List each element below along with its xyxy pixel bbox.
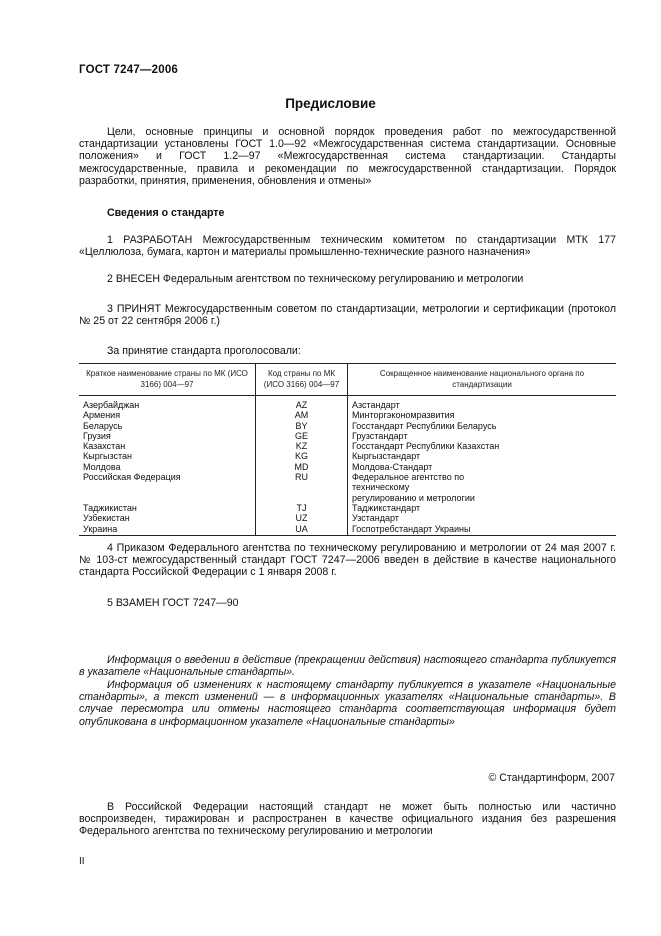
standards-body-cell: Госстандарт Республики Казахстан	[348, 441, 617, 451]
country-name-cell: Армения	[83, 410, 121, 421]
item-1-paragraph: 1 РАЗРАБОТАН Межгосударственным техническим комитетом по стандартизации МТК 177 «Целлюлоза, бумага, картон и материалы промышленно-технические разного назначения»	[79, 234, 616, 259]
page-title: Предисловие	[285, 96, 376, 111]
page-number: II	[79, 856, 85, 867]
table-row	[79, 410, 616, 420]
country-code-cell: KZ	[256, 441, 348, 451]
standards-body-cell: Госпотребстандарт Украины	[348, 524, 617, 536]
standards-body-cell: Узстандарт	[348, 513, 617, 523]
standards-body-cell: Грузстандарт	[348, 431, 617, 441]
intro-paragraph: Цели, основные принципы и основной порядок проведения работ по межгосударственной стандартизации установлены ГОСТ 1.0—92 «Межгосударственная система стандартизации. Основные положения» и ГОСТ 1.2—97 «Межгосударственная система стандартизации. Стандарты межгосударственные, правила и рекомендации по межгосударственной стандартизации. Порядок разработки, принятия, применения, обновления и отмены»	[79, 126, 616, 187]
header-country-code: Код страны по МК (ИСО 3166) 004—97	[256, 364, 348, 396]
header-standards-body: Сокращенное наименование национального органа по стандартизации	[348, 364, 617, 396]
country-name-cell: Азербайджан	[83, 400, 140, 410]
item-3-paragraph: 3 ПРИНЯТ Межгосударственным советом по стандартизации, метрологии и сертификации (протокол № 25 от 22 сентября 2006 г.)	[79, 303, 616, 328]
country-code-cell: MD	[256, 462, 348, 472]
country-code-cell: UA	[256, 524, 348, 536]
table-row	[79, 503, 616, 513]
standards-body-cell: Федеральное агентство по техническому регулированию и метрологии	[348, 472, 617, 503]
table-row	[79, 513, 616, 523]
country-code-cell: RU	[256, 472, 348, 503]
country-code-cell: KG	[256, 451, 348, 461]
country-code-cell: GE	[256, 431, 348, 441]
country-name-cell: Беларусь	[83, 420, 123, 431]
standards-body-cell: Азстандарт	[348, 396, 617, 411]
country-code-cell: BY	[256, 421, 348, 431]
country-code-cell: AM	[256, 410, 348, 420]
country-name-cell: Кыргызстан	[83, 451, 132, 462]
item-2-paragraph: 2 ВНЕСЕН Федеральным агентством по техническому регулированию и метрологии	[107, 273, 524, 285]
country-name-cell: Казахстан	[83, 441, 126, 452]
country-name-cell: Молдова	[83, 461, 121, 472]
country-code-cell: UZ	[256, 513, 348, 523]
country-name-cell: Узбекистан	[83, 513, 130, 524]
vote-intro: За принятие стандарта проголосовали:	[107, 345, 301, 357]
country-name-cell: Украина	[79, 524, 256, 536]
table-row	[79, 451, 616, 461]
copyright-line: © Стандартинформ, 2007	[488, 772, 615, 784]
info-heading: Сведения о стандарте	[107, 207, 225, 219]
country-code-cell: TJ	[256, 503, 348, 513]
table-row	[79, 431, 616, 441]
table-row	[79, 396, 616, 411]
standards-body-cell: Госстандарт Республики Беларусь	[348, 421, 617, 431]
standards-body-cell: Минторгэкономразвития	[348, 410, 617, 420]
country-name-cell: Российская Федерация	[83, 472, 181, 483]
notice-1-paragraph: Информация о введении в действие (прекращении действия) настоящего стандарта публикуется в указателе «Национальные стандарты».	[79, 654, 616, 679]
table-header-row	[79, 364, 616, 396]
voting-table	[79, 363, 616, 536]
standards-body-cell: Молдова-Стандарт	[348, 462, 617, 472]
item-4-paragraph: 4 Приказом Федерального агентства по техническому регулированию и метрологии от 24 мая 2007 г. № 103-ст межгосударственный стандарт ГОСТ 7247—2006 введен в действие в качестве национального стандарта Российской Федерации с 1 января 2008 г.	[79, 542, 616, 579]
country-code-cell: AZ	[256, 396, 348, 411]
table-row	[79, 462, 616, 472]
standards-body-cell: Таджикстандарт	[348, 503, 617, 513]
country-name-cell: Грузия	[83, 430, 111, 441]
table-row	[79, 472, 616, 503]
standards-body-cell: Кыргызстандарт	[348, 451, 617, 461]
table-row	[79, 441, 616, 451]
document-header: ГОСТ 7247—2006	[79, 64, 179, 76]
header-country-name: Краткое наименование страны по МК (ИСО 3166) 004—97	[79, 364, 256, 396]
notice-2-paragraph: Информация об изменениях к настоящему стандарту публикуется в указателе «Национальные стандарты», а текст изменений — в информационных указателях «Национальные стандарты». В случае пересмотра или отмены настоящего стандарта соответствующая информация будет опубликована в информационном указателе «Национальные стандарты»	[79, 679, 616, 728]
item-5-paragraph: 5 ВЗАМЕН ГОСТ 7247—90	[107, 597, 239, 609]
rights-paragraph: В Российской Федерации настоящий стандарт не может быть полностью или частично воспроизведен, тиражирован и распространен в качестве официального издания без разрешения Федерального агентства по техническому регулированию и метрологии	[79, 801, 616, 838]
table-row	[79, 524, 616, 536]
country-name-cell: Таджикистан	[83, 502, 137, 513]
table-row	[79, 421, 616, 431]
